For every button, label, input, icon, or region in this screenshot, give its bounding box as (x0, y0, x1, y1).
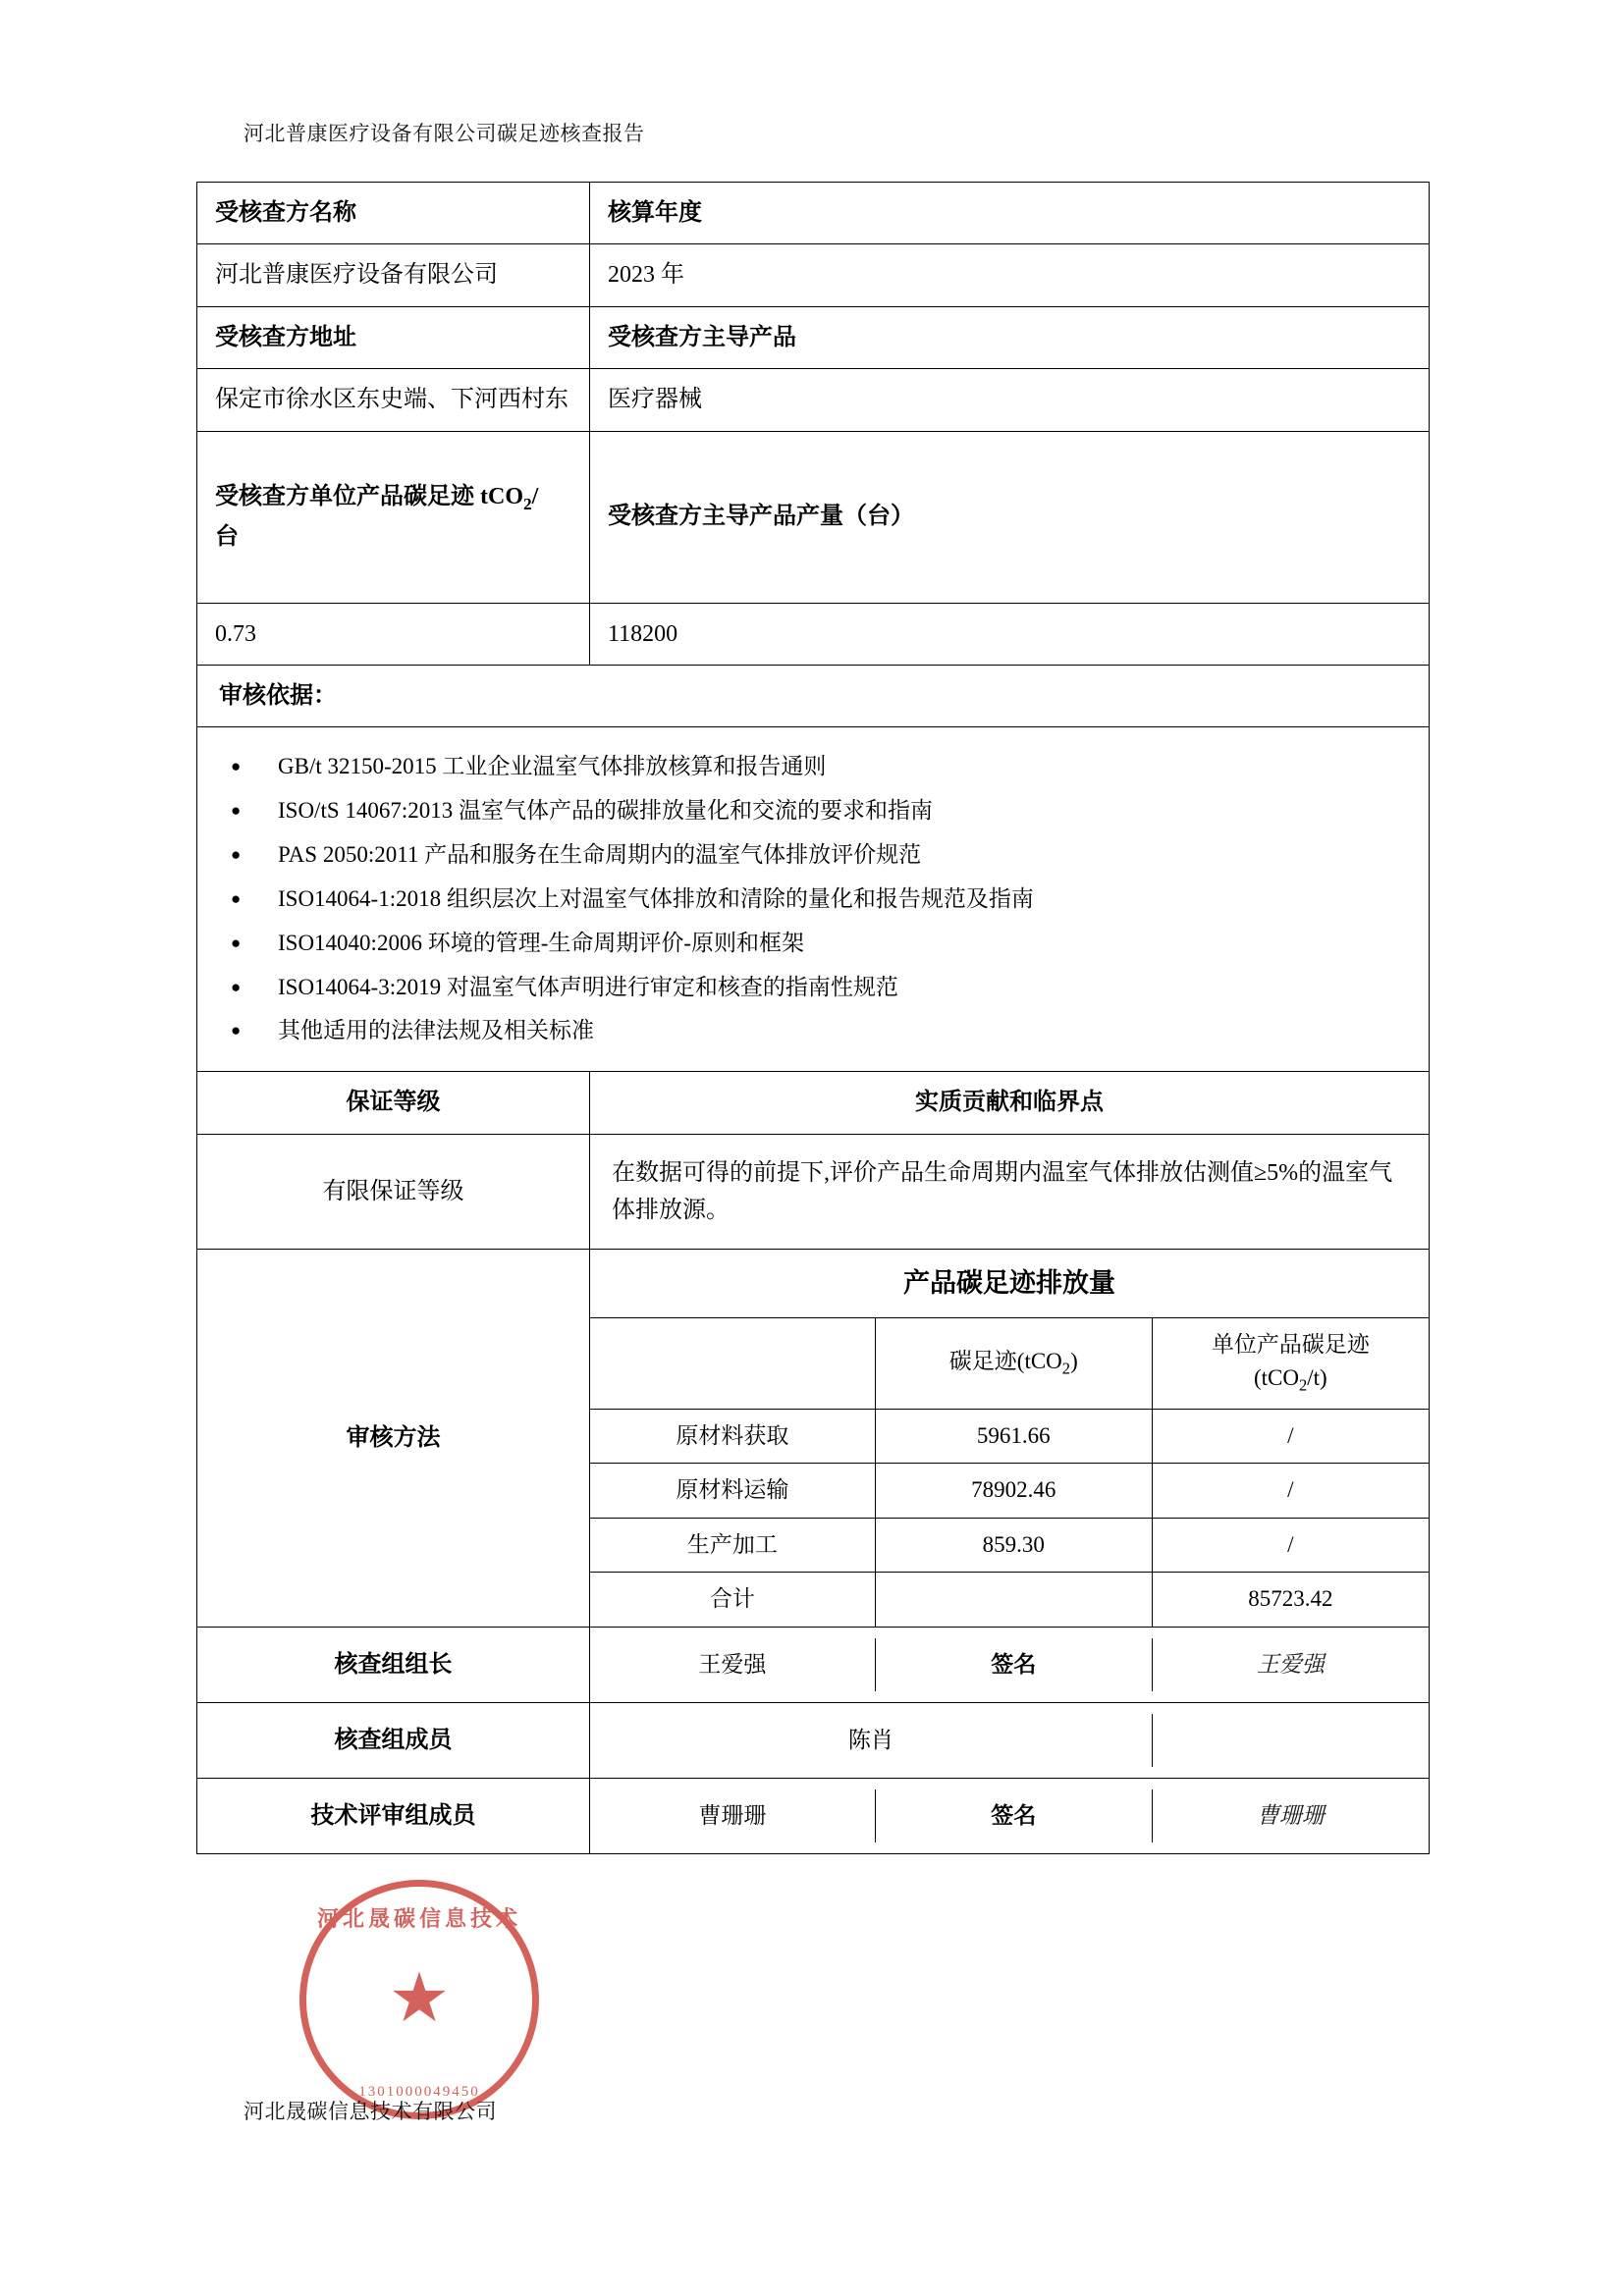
label-signature-leader: 签名 (875, 1638, 1152, 1692)
table-row (197, 306, 1430, 368)
footprint-col-header-total-pre: 碳足迹(tCO (948, 1349, 1062, 1374)
signature-image-reviewer: 曹珊珊 (1152, 1789, 1429, 1843)
label-main-product: 受核查方主导产品 (590, 306, 1430, 368)
footprint-col-header-unit (1152, 1317, 1429, 1409)
footprint-col-header-total (875, 1317, 1152, 1409)
footprint-unit-value: / (1152, 1518, 1429, 1573)
signature-row-member (590, 1702, 1430, 1778)
label-audit-team-member: 核查组成员 (197, 1702, 590, 1778)
seal-bottom-text: 1301000049450 (358, 2084, 480, 2100)
report-summary-table (196, 182, 1430, 1854)
header-assurance-level: 保证等级 (197, 1072, 590, 1134)
label-product-output: 受核查方主导产品产量（台） (590, 431, 1430, 603)
table-row (197, 727, 1430, 1072)
value-audit-team-member-name: 陈肖 (847, 1727, 893, 1752)
signature-image-leader: 王爱强 (1152, 1638, 1429, 1692)
table-row (197, 603, 1430, 665)
label-entity-address: 受核查方地址 (197, 306, 590, 368)
footprint-unit-value: / (1152, 1464, 1429, 1519)
list-item: ● ISO14064-1:2018 组织层次上对温室气体排放和清除的量化和报告规范及指南 (209, 878, 1417, 922)
list-item: ● ISO/tS 14067:2013 温室气体产品的碳排放量化和交流的要求和指南 (209, 789, 1417, 833)
label-tech-reviewer: 技术评审组成员 (197, 1778, 590, 1853)
table-row (197, 665, 1430, 726)
footprint-stage: 合计 (590, 1573, 875, 1627)
table-row (197, 1627, 1430, 1702)
table-row (197, 244, 1430, 306)
list-item: ● PAS 2050:2011 产品和服务在生命周期内的温室气体排放评价规范 (209, 833, 1417, 878)
footprint-value: 5961.66 (875, 1409, 1152, 1464)
footprint-unit-value: / (1152, 1409, 1429, 1464)
page-footer-note: 河北晟碳信息技术有限公司 (244, 2100, 497, 2123)
table-row (590, 1464, 1429, 1519)
footprint-stage: 原材料获取 (590, 1409, 875, 1464)
footprint-col-header-total-sub: 2 (1061, 1359, 1071, 1378)
label-accounting-year: 核算年度 (590, 183, 1430, 244)
label-signature-reviewer: 签名 (875, 1789, 1152, 1843)
footprint-col-header-unit-line1: 单位产品碳足迹 (1211, 1331, 1370, 1357)
header-contribution: 实质贡献和临界点 (590, 1072, 1430, 1134)
table-row (197, 1072, 1430, 1134)
list-item: ● GB/t 32150-2015 工业企业温室气体排放核算和报告通则 (209, 745, 1417, 789)
table-row (590, 1573, 1429, 1627)
label-unit-footprint-unit: 台 (215, 523, 239, 550)
value-accounting-year: 2023 年 (590, 244, 1430, 306)
footprint-col-header-unit-sub: 2 (1298, 1376, 1308, 1396)
footprint-value: 859.30 (875, 1518, 1152, 1573)
table-row (590, 1714, 1429, 1768)
table-row (197, 1702, 1430, 1778)
footprint-section-title: 产品碳足迹排放量 (590, 1250, 1429, 1317)
star-icon: ★ (388, 1961, 451, 2037)
list-item: ● ISO14040:2006 环境的管理-生命周期评价-原则和框架 (209, 922, 1417, 966)
signature-image-member (1152, 1714, 1429, 1768)
footprint-col-header-blank (590, 1317, 875, 1409)
label-audit-team-leader: 核查组组长 (197, 1627, 590, 1702)
signature-row-leader (590, 1627, 1430, 1702)
list-item: ● ISO14064-3:2019 对温室气体声明进行审定和核查的指南性规范 (209, 966, 1417, 1010)
label-audit-method: 审核方法 (197, 1250, 590, 1627)
seal-top-text: 河北晟碳信息技术 (316, 1906, 522, 1931)
value-unit-footprint: 0.73 (197, 603, 590, 665)
value-assurance-level: 有限保证等级 (197, 1134, 590, 1250)
audit-method-cell (590, 1250, 1430, 1627)
footprint-col-header-unit-post: /t) (1307, 1365, 1327, 1391)
value-tech-reviewer-name: 曹珊珊 (590, 1789, 875, 1843)
table-row (197, 1250, 1430, 1627)
footprint-unit-value: 85723.42 (1152, 1573, 1429, 1627)
label-unit-footprint-subscript: 2 (523, 494, 532, 513)
table-row (590, 1317, 1429, 1409)
signature-table-reviewer (590, 1789, 1429, 1843)
footprint-col-header-total-post: ) (1070, 1349, 1078, 1374)
table-row (590, 1409, 1429, 1464)
signature-table-leader (590, 1638, 1429, 1692)
table-row (197, 369, 1430, 431)
value-product-output: 118200 (590, 603, 1430, 665)
value-main-product: 医疗器械 (590, 369, 1430, 431)
table-row (590, 1789, 1429, 1843)
label-entity-name: 受核查方名称 (197, 183, 590, 244)
table-row (197, 431, 1430, 603)
page-header-note: 河北普康医疗设备有限公司碳足迹核查报告 (244, 122, 645, 145)
table-row (197, 1778, 1430, 1853)
signature-row-reviewer (590, 1778, 1430, 1853)
table-row (590, 1518, 1429, 1573)
label-unit-footprint-slash: / (531, 484, 539, 510)
value-entity-address: 保定市徐水区东史端、下河西村东 (197, 369, 590, 431)
company-seal-stamp (299, 1880, 539, 2119)
label-unit-footprint-text: 受核查方单位产品碳足迹 tCO (215, 484, 523, 510)
footprint-table (590, 1250, 1429, 1626)
value-contribution: 在数据可得的前提下,评价产品生命周期内温室气体排放估测值≥5%的温室气体排放源。 (590, 1134, 1430, 1250)
table-row (197, 1134, 1430, 1250)
table-row (590, 1638, 1429, 1692)
footprint-value (875, 1573, 1152, 1627)
footprint-value: 78902.46 (875, 1464, 1152, 1519)
footprint-stage: 生产加工 (590, 1518, 875, 1573)
label-audit-basis: 审核依据： (197, 665, 1430, 726)
value-audit-team-leader-name: 王爱强 (590, 1638, 875, 1692)
audit-basis-list (209, 745, 1417, 1053)
footprint-col-header-unit-pre: (tCO (1253, 1365, 1299, 1391)
audit-basis-cell (197, 727, 1430, 1072)
list-item: ● 其他适用的法律法规及相关标准 (209, 1009, 1417, 1053)
table-row (590, 1250, 1429, 1317)
label-unit-footprint (197, 431, 590, 603)
signature-table-member (590, 1714, 1429, 1768)
value-entity-name: 河北普康医疗设备有限公司 (197, 244, 590, 306)
table-row (197, 183, 1430, 244)
footprint-stage: 原材料运输 (590, 1464, 875, 1519)
